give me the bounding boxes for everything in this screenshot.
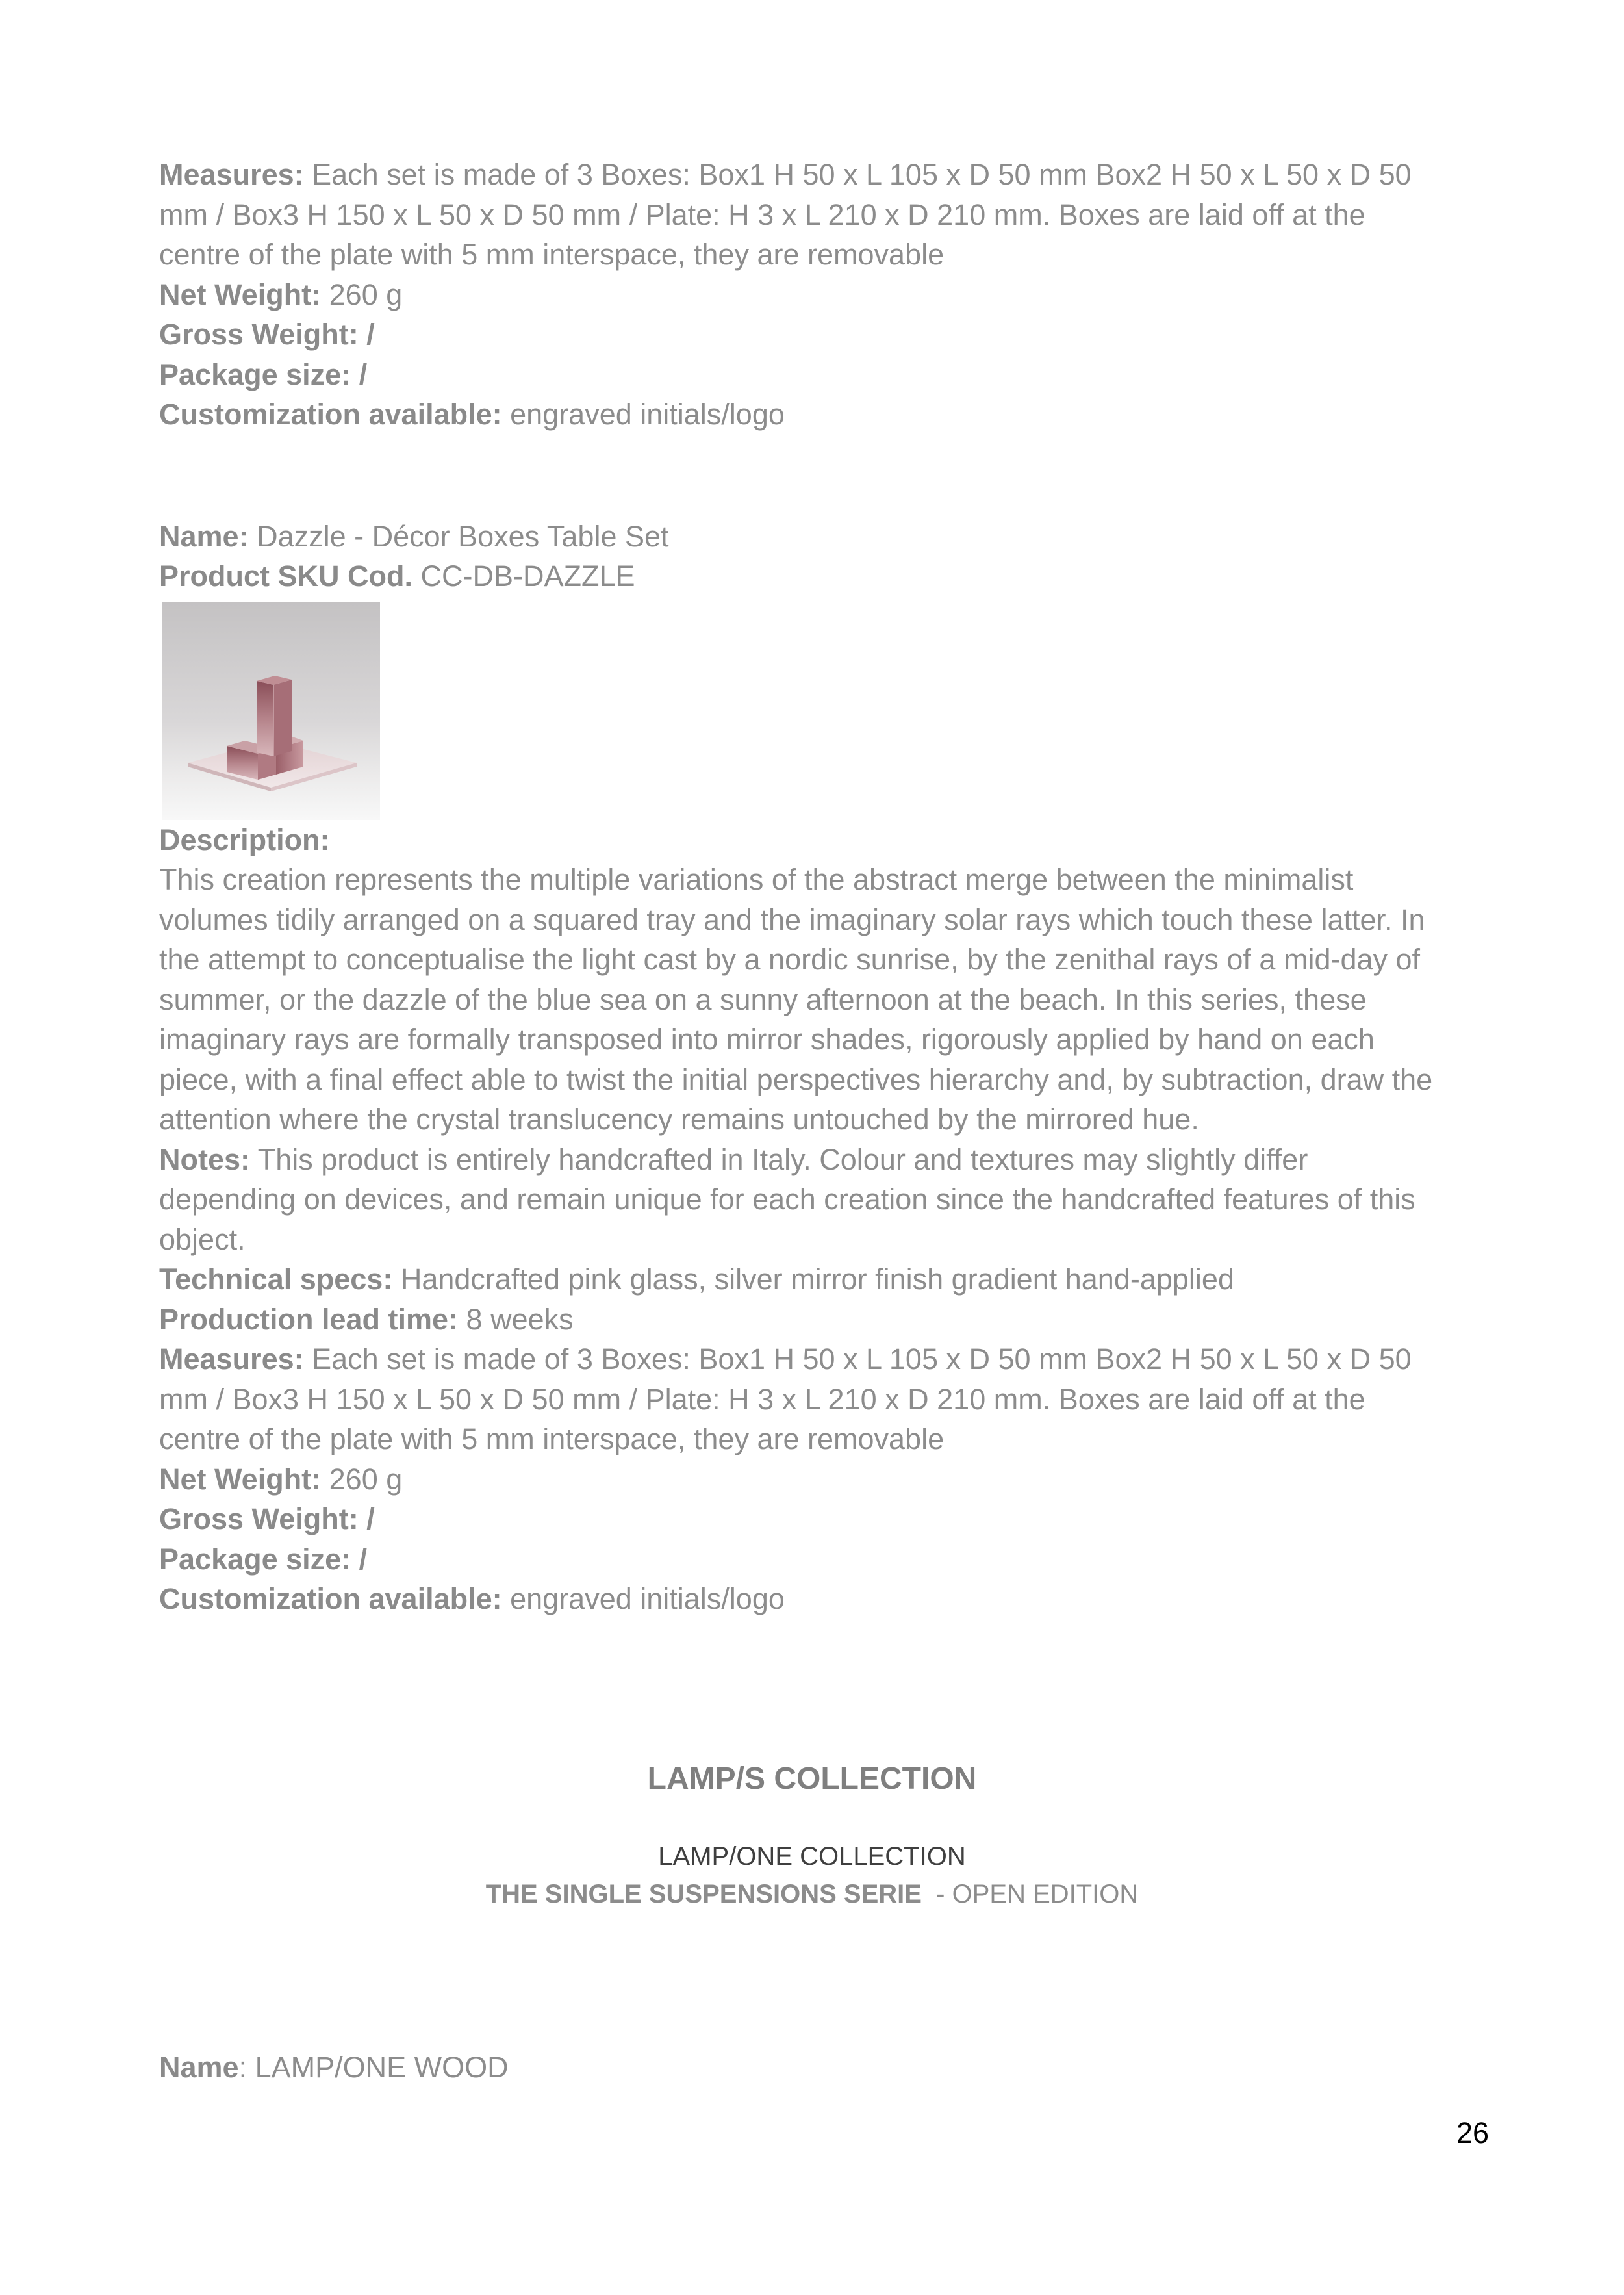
net-weight-label: Net Weight: (159, 277, 322, 311)
description-line: attention where the crystal translucency remains untouched by the mirrored hue. (159, 1103, 1199, 1136)
measures-line-2: mm / Box3 H 150 x L 50 x D 50 mm / Plate: H 3 x L 210 x D 210 mm. Boxes are laid off at the (159, 198, 1365, 231)
measures-line-3: centre of the plate with 5 mm interspace, they are removable (159, 238, 945, 271)
measures-label: Measures: (159, 158, 304, 191)
next-item-name-label: Name (159, 2051, 239, 2084)
lead-time-value: 8 weeks (458, 1302, 574, 1336)
lead-time-label: Production lead time: (159, 1302, 459, 1336)
page-number: 26 (1456, 2116, 1489, 2149)
measures-line-1 (159, 1339, 1484, 1379)
package-size-1 (159, 355, 1484, 395)
notes-line-3: object. (159, 1222, 246, 1256)
gross-weight-label: Gross Weight: / (159, 318, 375, 351)
measures-section-2 (159, 1339, 1484, 1459)
customization-2 (159, 1579, 1484, 1619)
package-size-label: Package size: / (159, 1542, 368, 1576)
collection-title: LAMP/S COLLECTION (647, 1762, 977, 1796)
description-line: imaginary rays are formally transposed into mirror shades, rigorously applied by hand on each (159, 1023, 1375, 1056)
product-name (159, 517, 1484, 557)
notes-label: Notes: (159, 1142, 251, 1176)
net-weight-1 (159, 275, 1484, 315)
notes-section (159, 1140, 1484, 1260)
product-sku-label: Product SKU Cod. (159, 559, 412, 593)
package-size-2 (159, 1539, 1484, 1580)
notes-line-1 (159, 1140, 1484, 1180)
customization-value: engraved initials/logo (501, 1582, 785, 1615)
collection-serie (0, 1880, 1624, 1909)
gross-weight-label: Gross Weight: / (159, 1502, 375, 1535)
product-photo (162, 602, 380, 820)
customization-label: Customization available: (159, 398, 502, 431)
serie-edition: - OPEN EDITION (921, 1880, 1139, 1908)
technical-specs (159, 1259, 1484, 1300)
product-name-label: Name: (159, 519, 249, 553)
net-weight-2 (159, 1459, 1484, 1500)
gross-weight-1 (159, 314, 1484, 355)
production-lead-time (159, 1300, 1484, 1340)
gross-weight-2 (159, 1499, 1484, 1539)
spacer (159, 435, 1484, 517)
next-item-name (159, 2051, 509, 2084)
measures-section-1 (159, 155, 1484, 275)
collection-subtitle: LAMP/ONE COLLECTION (658, 1842, 966, 1871)
measures-line-2: mm / Box3 H 150 x L 50 x D 50 mm / Plate: H 3 x L 210 x D 210 mm. Boxes are laid off at the (159, 1382, 1365, 1416)
description-label-line (159, 820, 1484, 860)
net-weight-value: 260 g (321, 277, 403, 311)
notes-text: This product is entirely handcrafted in Italy. Colour and textures may slightly differ (250, 1142, 1308, 1176)
product-name-value: Dazzle - Décor Boxes Table Set (248, 519, 669, 553)
net-weight-label: Net Weight: (159, 1462, 322, 1496)
description-label: Description: (159, 823, 330, 856)
technical-specs-label: Technical specs: (159, 1263, 393, 1296)
document-body (159, 155, 1484, 1619)
package-size-label: Package size: / (159, 357, 368, 391)
dazzle-boxes-illustration (162, 602, 380, 820)
description-line: This creation represents the multiple variations of the abstract merge between the minimalist (159, 863, 1354, 896)
notes-line-2: depending on devices, and remain unique for each creation since the handcrafted features of this (159, 1183, 1415, 1216)
customization-1 (159, 394, 1484, 435)
measures-text: Each set is made of 3 Boxes: Box1 H 50 x L 105 x D 50 mm Box2 H 50 x L 50 x D 50 (303, 158, 1412, 191)
description-line: the attempt to conceptualise the light cast by a nordic sunrise, by the zenithal rays of a mid-day of (159, 943, 1421, 976)
description-line: volumes tidily arranged on a squared tray and the imaginary solar rays which touch these latter. In (159, 903, 1425, 936)
net-weight-value: 260 g (321, 1462, 403, 1496)
customization-value: engraved initials/logo (501, 398, 785, 431)
description-line: piece, with a final effect able to twist the initial perspectives hierarchy and, by subtraction, draw the (159, 1062, 1433, 1096)
product-sku (159, 556, 1484, 596)
measures-line-3: centre of the plate with 5 mm interspace, they are removable (159, 1422, 945, 1455)
measures-label: Measures: (159, 1342, 304, 1376)
customization-label: Customization available: (159, 1582, 502, 1615)
measures-text: Each set is made of 3 Boxes: Box1 H 50 x L 105 x D 50 mm Box2 H 50 x L 50 x D 50 (303, 1342, 1412, 1376)
serie-name: THE SINGLE SUSPENSIONS SERIE (485, 1880, 922, 1908)
product-sku-value: CC-DB-DAZZLE (412, 559, 635, 593)
next-item-name-value: : LAMP/ONE WOOD (238, 2051, 509, 2084)
measures-line-1 (159, 155, 1484, 195)
technical-specs-value: Handcrafted pink glass, silver mirror finish gradient hand-applied (392, 1263, 1234, 1296)
description-text (159, 860, 1484, 1140)
description-line: summer, or the dazzle of the blue sea on a sunny afternoon at the beach. In this series, these (159, 982, 1367, 1016)
